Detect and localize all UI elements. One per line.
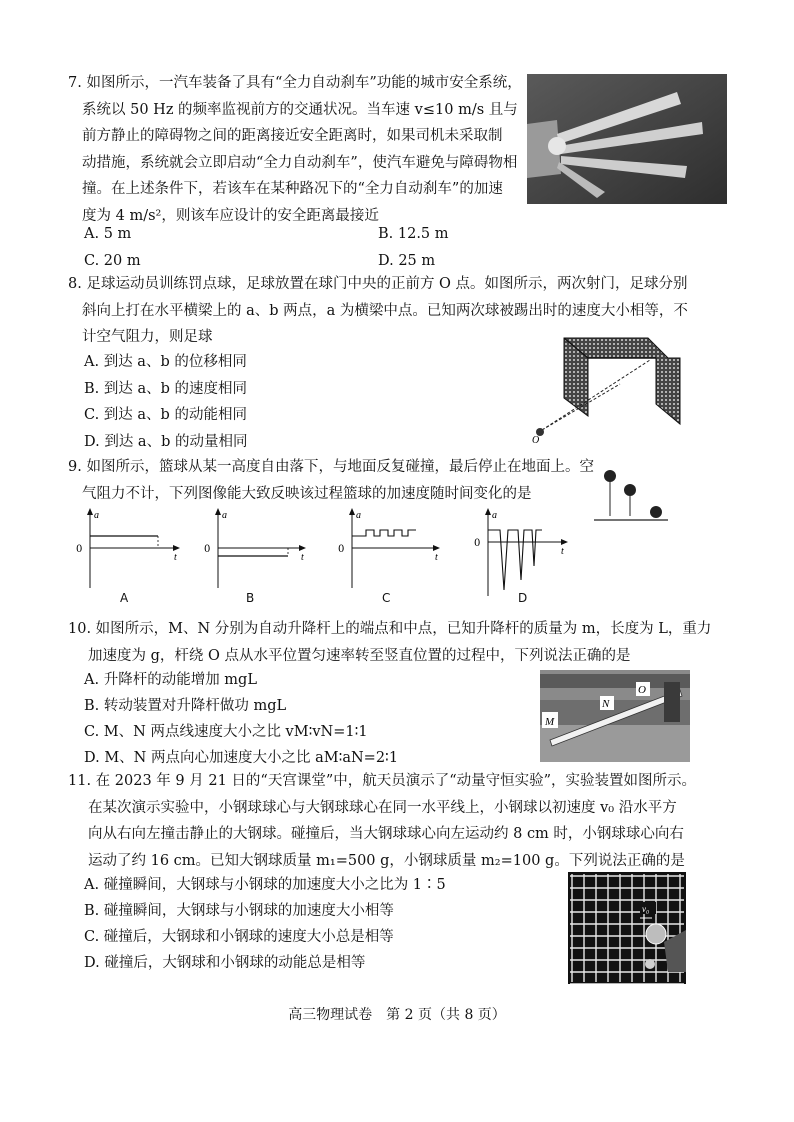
q11-line: 运动了约 16 cm。已知大钢球质量 m₁=500 g，小钢球质量 m₂=100 g。下列说法正确的是	[88, 852, 685, 869]
q11-option-a[interactable]: A. 碰撞瞬间，大钢球与小钢球的加速度大小之比为 1∶5	[84, 877, 446, 893]
photo-o-label: O	[638, 684, 646, 696]
graph-d-caption: D	[518, 591, 528, 605]
q9-line: 气阻力不计，下列图像能大致反映该过程篮球的加速度随时间变化的是	[82, 485, 532, 502]
q11-line: 11. 在 2023 年 9 月 21 日的“天宫课堂”中，航天员演示了“动量守恒实验”，实验装置如图所示。	[68, 773, 697, 789]
q11-option-c[interactable]: C. 碰撞后，大钢球和小钢球的速度大小总是相等	[84, 929, 394, 945]
q8-option-a[interactable]: A. 到达 a、b 的位移相同	[84, 354, 247, 370]
graph-c-caption: C	[382, 591, 391, 605]
graph-d-origin: 0	[474, 538, 481, 549]
q7-option-a[interactable]: A. 5 m	[84, 226, 132, 242]
q10-option-a[interactable]: A. 升降杆的动能增加 mgL	[84, 672, 257, 688]
q7-line: 撞。在上述条件下，若该车在某种路况下的“全力自动刹车”的加速	[82, 181, 503, 197]
graph-c-origin: 0	[338, 544, 345, 555]
question-10	[68, 616, 712, 669]
q10-option-b[interactable]: B. 转动装置对升降杆做功 mgL	[84, 698, 287, 714]
graph-b-y-label: a	[222, 510, 227, 521]
q10-option-d[interactable]: D. M、N 两点向心加速度大小之比 aM∶aN=2∶1	[84, 750, 399, 766]
graph-b-x-label: t	[301, 552, 304, 563]
q7-line: 7. 如图所示，一汽车装备了具有“全力自动刹车”功能的城市安全系统，	[68, 75, 522, 91]
v0-label: v₀	[642, 904, 650, 914]
q11-line: 向从右向左撞击静止的大钢球。碰撞后，当大钢球球心向左运动约 8 cm 时，小钢球球心向右	[88, 826, 684, 842]
point-o-label: O	[532, 435, 540, 446]
q8-line: 计空气阻力，则足球	[82, 329, 213, 345]
q10-line: 10. 如图所示，M、N 分别为自动升降杆上的端点和中点，已知升降杆的质量为 m，长度为 L，重力	[68, 621, 712, 637]
q8-option-d[interactable]: D. 到达 a、b 的动量相同	[84, 434, 248, 450]
page-footer: 高三物理试卷 第 2 页（共 8 页）	[288, 1007, 506, 1023]
q10-option-c[interactable]: C. M、N 两点线速度大小之比 vM∶vN=1∶1	[84, 724, 368, 740]
q7-option-d[interactable]: D. 25 m	[378, 253, 436, 269]
car-radar-photo	[527, 74, 727, 204]
q8-line: 8. 足球运动员训练罚点球，足球放置在球门中央的正前方 O 点。如图所示，两次射门，足球分别	[68, 276, 688, 292]
graph-a[interactable]	[76, 508, 180, 588]
q7-line: 动措施，系统就会立即启动“全力自动刹车”，使汽车避免与障碍物相	[82, 154, 518, 171]
graph-b[interactable]	[204, 508, 306, 588]
q9-line: 9. 如图所示，篮球从某一高度自由落下，与地面反复碰撞，最后停止在地面上。空	[68, 459, 594, 475]
graph-a-y-label: a	[94, 510, 99, 521]
photo-n-label: N	[602, 698, 610, 710]
q7-line: 前方静止的障碍物之间的距离接近安全距离时，如果司机未采取制	[82, 128, 503, 144]
q8-line: 斜向上打在水平横梁上的 a、b 两点，a 为横梁中点。已知两次球被踢出时的速度大小相等，不	[82, 302, 688, 319]
photo-m-label: M	[545, 716, 555, 728]
graph-b-caption: B	[246, 591, 255, 605]
q7-line: 度为 4 m/s²，则该车应设计的安全距离最接近	[82, 207, 379, 224]
q11-line: 在某次演示实验中，小钢球球心与大钢球球心在同一水平线上，小钢球以初速度 v₀ 沿水平方	[88, 799, 677, 816]
acceleration-graphs	[70, 506, 570, 606]
q11-option-d[interactable]: D. 碰撞后，大钢球和小钢球的动能总是相等	[84, 955, 366, 971]
graph-c-x-label: t	[435, 552, 438, 563]
graph-d-x-label: t	[561, 546, 564, 557]
q8-option-c[interactable]: C. 到达 a、b 的动能相同	[84, 407, 247, 423]
graph-a-x-label: t	[174, 552, 177, 563]
question-11	[68, 768, 697, 874]
graph-a-origin: 0	[76, 544, 83, 555]
graph-c[interactable]	[338, 508, 440, 588]
graph-b-origin: 0	[204, 544, 211, 555]
graph-c-y-label: a	[356, 510, 361, 521]
momentum-experiment-photo	[568, 872, 686, 984]
q10-line: 加速度为 g，杆绕 O 点从水平位置匀速率转至竖直位置的过程中，下列说法正确的是	[88, 647, 631, 664]
graph-d[interactable]	[474, 508, 568, 596]
bouncing-ball-sketch	[588, 454, 670, 526]
q7-option-b[interactable]: B. 12.5 m	[378, 226, 449, 242]
goal-diagram	[528, 322, 693, 448]
graph-d-y-label: a	[492, 510, 497, 521]
q7-option-c[interactable]: C. 20 m	[84, 253, 141, 269]
graph-a-caption: A	[120, 591, 129, 605]
q8-option-b[interactable]: B. 到达 a、b 的速度相同	[84, 381, 248, 397]
q7-line: 系统以 50 Hz 的频率监视前方的交通状况。当车速 v≤10 m/s 且与	[82, 101, 518, 118]
q11-option-b[interactable]: B. 碰撞瞬间，大钢球与小钢球的加速度大小相等	[84, 903, 394, 919]
boom-barrier-photo	[540, 670, 690, 762]
